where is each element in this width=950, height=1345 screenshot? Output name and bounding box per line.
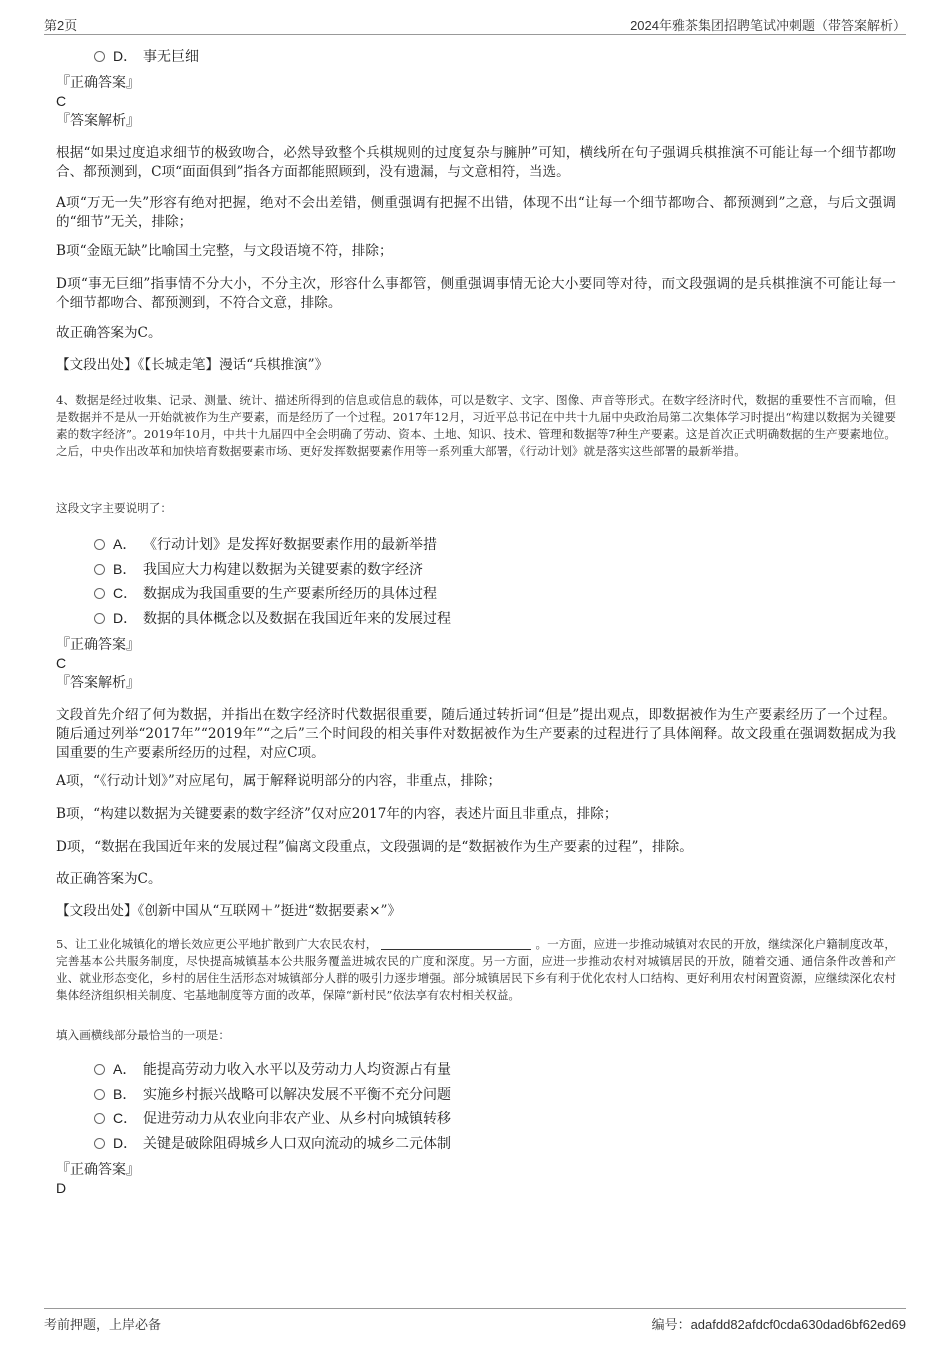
radio-icon[interactable] [94,1089,105,1100]
q5-answer-tag: 『正确答案』 [56,1162,140,1178]
q4-analysis-paragraph: 文段首先介绍了何为数据，并指出在数字经济时代数据很重要，随后通过转折词“但是”提出观点，即数据被作为生产要素经历了一个过程。随后通过列举“2017年”“2019年”“之后”三个时间段的相关事件对数据被作为生产要素的过程进行了具体阐释。故文段重在强调数据成为我国重要的生产要素所经历的过程，对应C项。 [56,707,896,761]
q4-option-d[interactable]: D． 数据的具体概念以及数据在我国近年来的发展过程 [94,608,451,628]
q4-analysis-paragraph: B项，“构建以数据为关键要素的数字经济”仅对应2017年的内容，表述片面且非重点，排除； [56,806,618,822]
q5-option-b[interactable]: B． 实施乡村振兴战略可以解决发展不平衡不充分问题 [94,1084,451,1104]
q4-option-a[interactable]: A． 《行动计划》是发挥好数据要素作用的最新举措 [94,534,437,554]
q4-conclusion: 故正确答案为C。 [56,871,162,887]
q3-option-d[interactable]: D． 事无巨细 [94,46,199,66]
radio-icon[interactable] [94,564,105,575]
radio-icon[interactable] [94,539,105,550]
q4-option-c[interactable]: C． 数据成为我国重要的生产要素所经历的具体过程 [94,583,437,603]
radio-icon[interactable] [94,51,105,62]
q4-answer-tag: 『正确答案』 [56,637,140,653]
q3-source: 【文段出处】《【长城走笔】漫话“兵棋推演”》 [56,357,329,373]
q5-prompt: 填入画横线部分最恰当的一项是： [56,1028,230,1042]
radio-icon[interactable] [94,588,105,599]
page-footer [44,1308,906,1331]
q3-analysis-paragraph: B项“金瓯无缺”比喻国土完整，与文段语境不符，排除； [56,243,393,259]
q4-question-text: 4、数据是经过收集、记录、测量、统计、描述所得到的信息或信息的载体，可以是数字、文字、图像、声音等形式。在数字经济时代，数据的重要性不言而喻，但是数据并不是从一开始就被作为生产要素，而是经历了一个过程。2017年12月，习近平总书记在中共十九届中央政治局第二次集体学习时提出“构建以数据为关键要素的数字经济”。2019年10月，中共十九届四中全会明确了劳动、资本、土地、知识、技术、管理和数据等7种生产要素。这是首次正式明确数据的生产要素地位。之后，中央作出改革和加快培育数据要素市场、更好发挥数据要素作用等一系列重大部署，《行动计划》就是落实这些部署的最新举措。 [56,393,896,458]
q3-answer-tag: 『正确答案』 [56,75,140,91]
q3-analysis-tag: 『答案解析』 [56,113,140,129]
q5-option-d[interactable]: D． 关键是破除阻碍城乡人口双向流动的城乡二元体制 [94,1133,451,1153]
radio-icon[interactable] [94,1138,105,1149]
q3-answer: C [56,93,67,109]
page-number: 第2页 [44,18,78,33]
q4-analysis-paragraph: A项，“《行动计划》”对应尾句，属于解释说明部分的内容，非重点，排除； [56,773,502,789]
radio-icon[interactable] [94,1113,105,1124]
q3-analysis-paragraph: A项“万无一失”形容有绝对把握，绝对不会出差错，侧重强调有把握不出错，体现不出“让每一个细节都吻合、都预测到”之意，与后文强调的“细节”无关，排除； [56,195,896,230]
q4-prompt: 这段文字主要说明了： [56,501,172,515]
q4-analysis-paragraph: D项，“数据在我国近年来的发展过程”偏离文段重点，文段强调的是“数据被作为生产要素的过程”，排除。 [56,839,693,855]
q3-conclusion: 故正确答案为C。 [56,325,162,341]
q5-answer: D [56,1180,67,1196]
document-code: 编号：adafdd82afdcf0cda630dad6bf62ed69 [651,1317,906,1332]
footer-slogan: 考前押题，上岸必备 [44,1317,162,1332]
fill-blank-line [381,937,531,950]
q4-analysis-tag: 『答案解析』 [56,675,140,691]
radio-icon[interactable] [94,1064,105,1075]
radio-icon[interactable] [94,613,105,624]
q4-source: 【文段出处】《创新中国从“互联网＋”挺进“数据要素×”》 [56,903,402,919]
q3-analysis-paragraph: 根据“如果过度追求细节的极致吻合，必然导致整个兵棋规则的过度复杂与臃肿”可知，横线所在句子强调兵棋推演不可能让每一个细节都吻合、都预测到，C项“面面俱到”指各方面都能照顾到，没有遗漏，与文意相符，当选。 [56,145,896,180]
q5-option-c[interactable]: C． 促进劳动力从农业向非农产业、从乡村向城镇转移 [94,1108,451,1128]
q4-option-b[interactable]: B． 我国应大力构建以数据为关键要素的数字经济 [94,559,423,579]
page-header [44,12,906,35]
q5-option-a[interactable]: A． 能提高劳动力收入水平以及劳动力人均资源占有量 [94,1059,451,1079]
q5-question-text: 5、让工业化城镇化的增长效应更公平地扩散到广大农民农村， 。一方面，应进一步推动城镇对农民的开放，继续深化户籍制度改革，完善基本公共服务制度，尽快提高城镇基本公共服务覆盖进城农民的广度和深度。另一方面，应进一步推动农村对城镇居民的开放，随着交通、通信条件改善和产业、就业形态变化，乡村的居住生活形态对城镇部分人群的吸引力逐步增强。部分城镇居民下乡有利于优化农村人口结构、更好利用农村闲置资源，应继续深化农村集体经济组织相关制度、宅基地制度等方面的改革，保障“新村民”依法享有农村相关权益。 [56,937,896,1002]
q3-analysis-paragraph: D项“事无巨细”指事情不分大小，不分主次，形容什么事都管，侧重强调事情无论大小要同等对待，而文段强调的是兵棋推演不可能让每一个细节都吻合、都预测到，不符合文意，排除。 [56,276,896,311]
q4-answer: C [56,655,67,671]
document-title: 2024年雅茶集团招聘笔试冲刺题（带答案解析） [630,18,906,33]
